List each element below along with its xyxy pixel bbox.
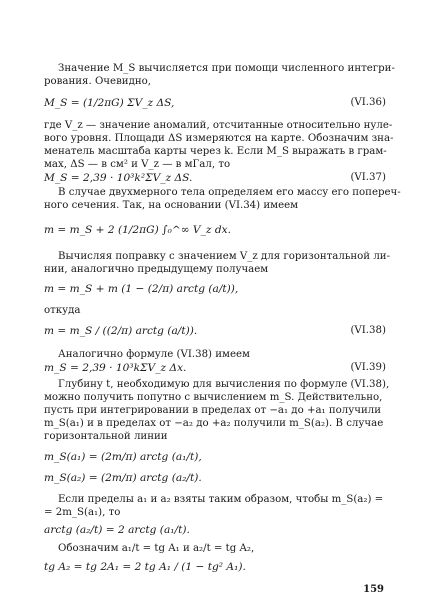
text-line: можно получить попутно с вычислением m_S. Действительно, bbox=[44, 392, 383, 403]
text-line: В случае двухмерного тела определяем его массу его попереч- bbox=[58, 187, 401, 198]
equation-number: (VI.36) bbox=[350, 97, 386, 108]
equation: M_S = (1/2πG) ΣV_z ΔS, bbox=[44, 97, 175, 109]
text-line: Вычисляя поправку с значением V_z для горизонтальной ли- bbox=[58, 251, 391, 262]
equation-number: (VI.39) bbox=[350, 362, 386, 373]
equation: m_S = 2,39 · 10³kΣV_z Δx. bbox=[44, 362, 187, 374]
text-line: Глубину t, необходимую для вычисления по формуле (VI.38), bbox=[58, 379, 390, 390]
text-line: ного сечения. Так, на основании (VI.34) имеем bbox=[44, 200, 299, 211]
text-line: пусть при интегрировании в пределах от −a₁ до +a₁ получили bbox=[44, 405, 382, 416]
text-line: Если пределы a₁ и a₂ взяты таким образом, чтобы m_S(a₂) = bbox=[58, 494, 384, 505]
equation: M_S = 2,39 · 10³k²ΣV_z ΔS. bbox=[44, 172, 193, 184]
equation: tg A₂ = tg 2A₁ = 2 tg A₁ / (1 − tg² A₁). bbox=[44, 561, 246, 573]
text-line: откуда bbox=[44, 305, 81, 316]
page-number: 159 bbox=[363, 584, 384, 595]
text-line: где V_z — значение аномалий, отсчитанные относительно нуле- bbox=[44, 120, 393, 131]
text-line: нии, аналогично предыдущему получаем bbox=[44, 264, 269, 275]
equation: arctg (a₂/t) = 2 arctg (a₁/t). bbox=[44, 524, 190, 536]
text-line: Аналогично формуле (VI.38) имеем bbox=[58, 349, 250, 360]
text-line: рования. Очевидно, bbox=[44, 76, 152, 87]
equation: m = m_S + 2 (1/2πG) ∫₀^∞ V_z dx. bbox=[44, 224, 231, 236]
equation: m_S(a₁) = (2m/π) arctg (a₁/t), bbox=[44, 451, 202, 463]
equation: m = m_S + m (1 − (2/π) arctg (a/t)), bbox=[44, 283, 239, 295]
text-line: Обозначим a₁/t = tg A₁ и a₂/t = tg A₂, bbox=[58, 543, 255, 554]
equation: m_S(a₂) = (2m/π) arctg (a₂/t). bbox=[44, 472, 202, 484]
text-line: m_S(a₁) и в пределах от −a₂ до +a₂ получили m_S(a₂). В случае bbox=[44, 418, 384, 429]
text-line: Значение M_S вычисляется при помощи численного интегри- bbox=[58, 63, 395, 74]
equation: m = m_S / ((2/π) arctg (a/t)). bbox=[44, 325, 198, 337]
equation-number: (VI.38) bbox=[350, 325, 386, 336]
equation-number: (VI.37) bbox=[350, 172, 386, 183]
text-line: мах, ΔS — в см² и V_z — в мГал, то bbox=[44, 159, 231, 170]
text-line: вого уровня. Площади ΔS измеряются на карте. Обозначим зна- bbox=[44, 133, 394, 144]
text-line: = 2m_S(a₁), то bbox=[44, 507, 121, 518]
text-line: менатель масштаба карты через k. Если M_S выражать в грам- bbox=[44, 146, 387, 157]
text-line: горизонтальной линии bbox=[44, 431, 168, 442]
